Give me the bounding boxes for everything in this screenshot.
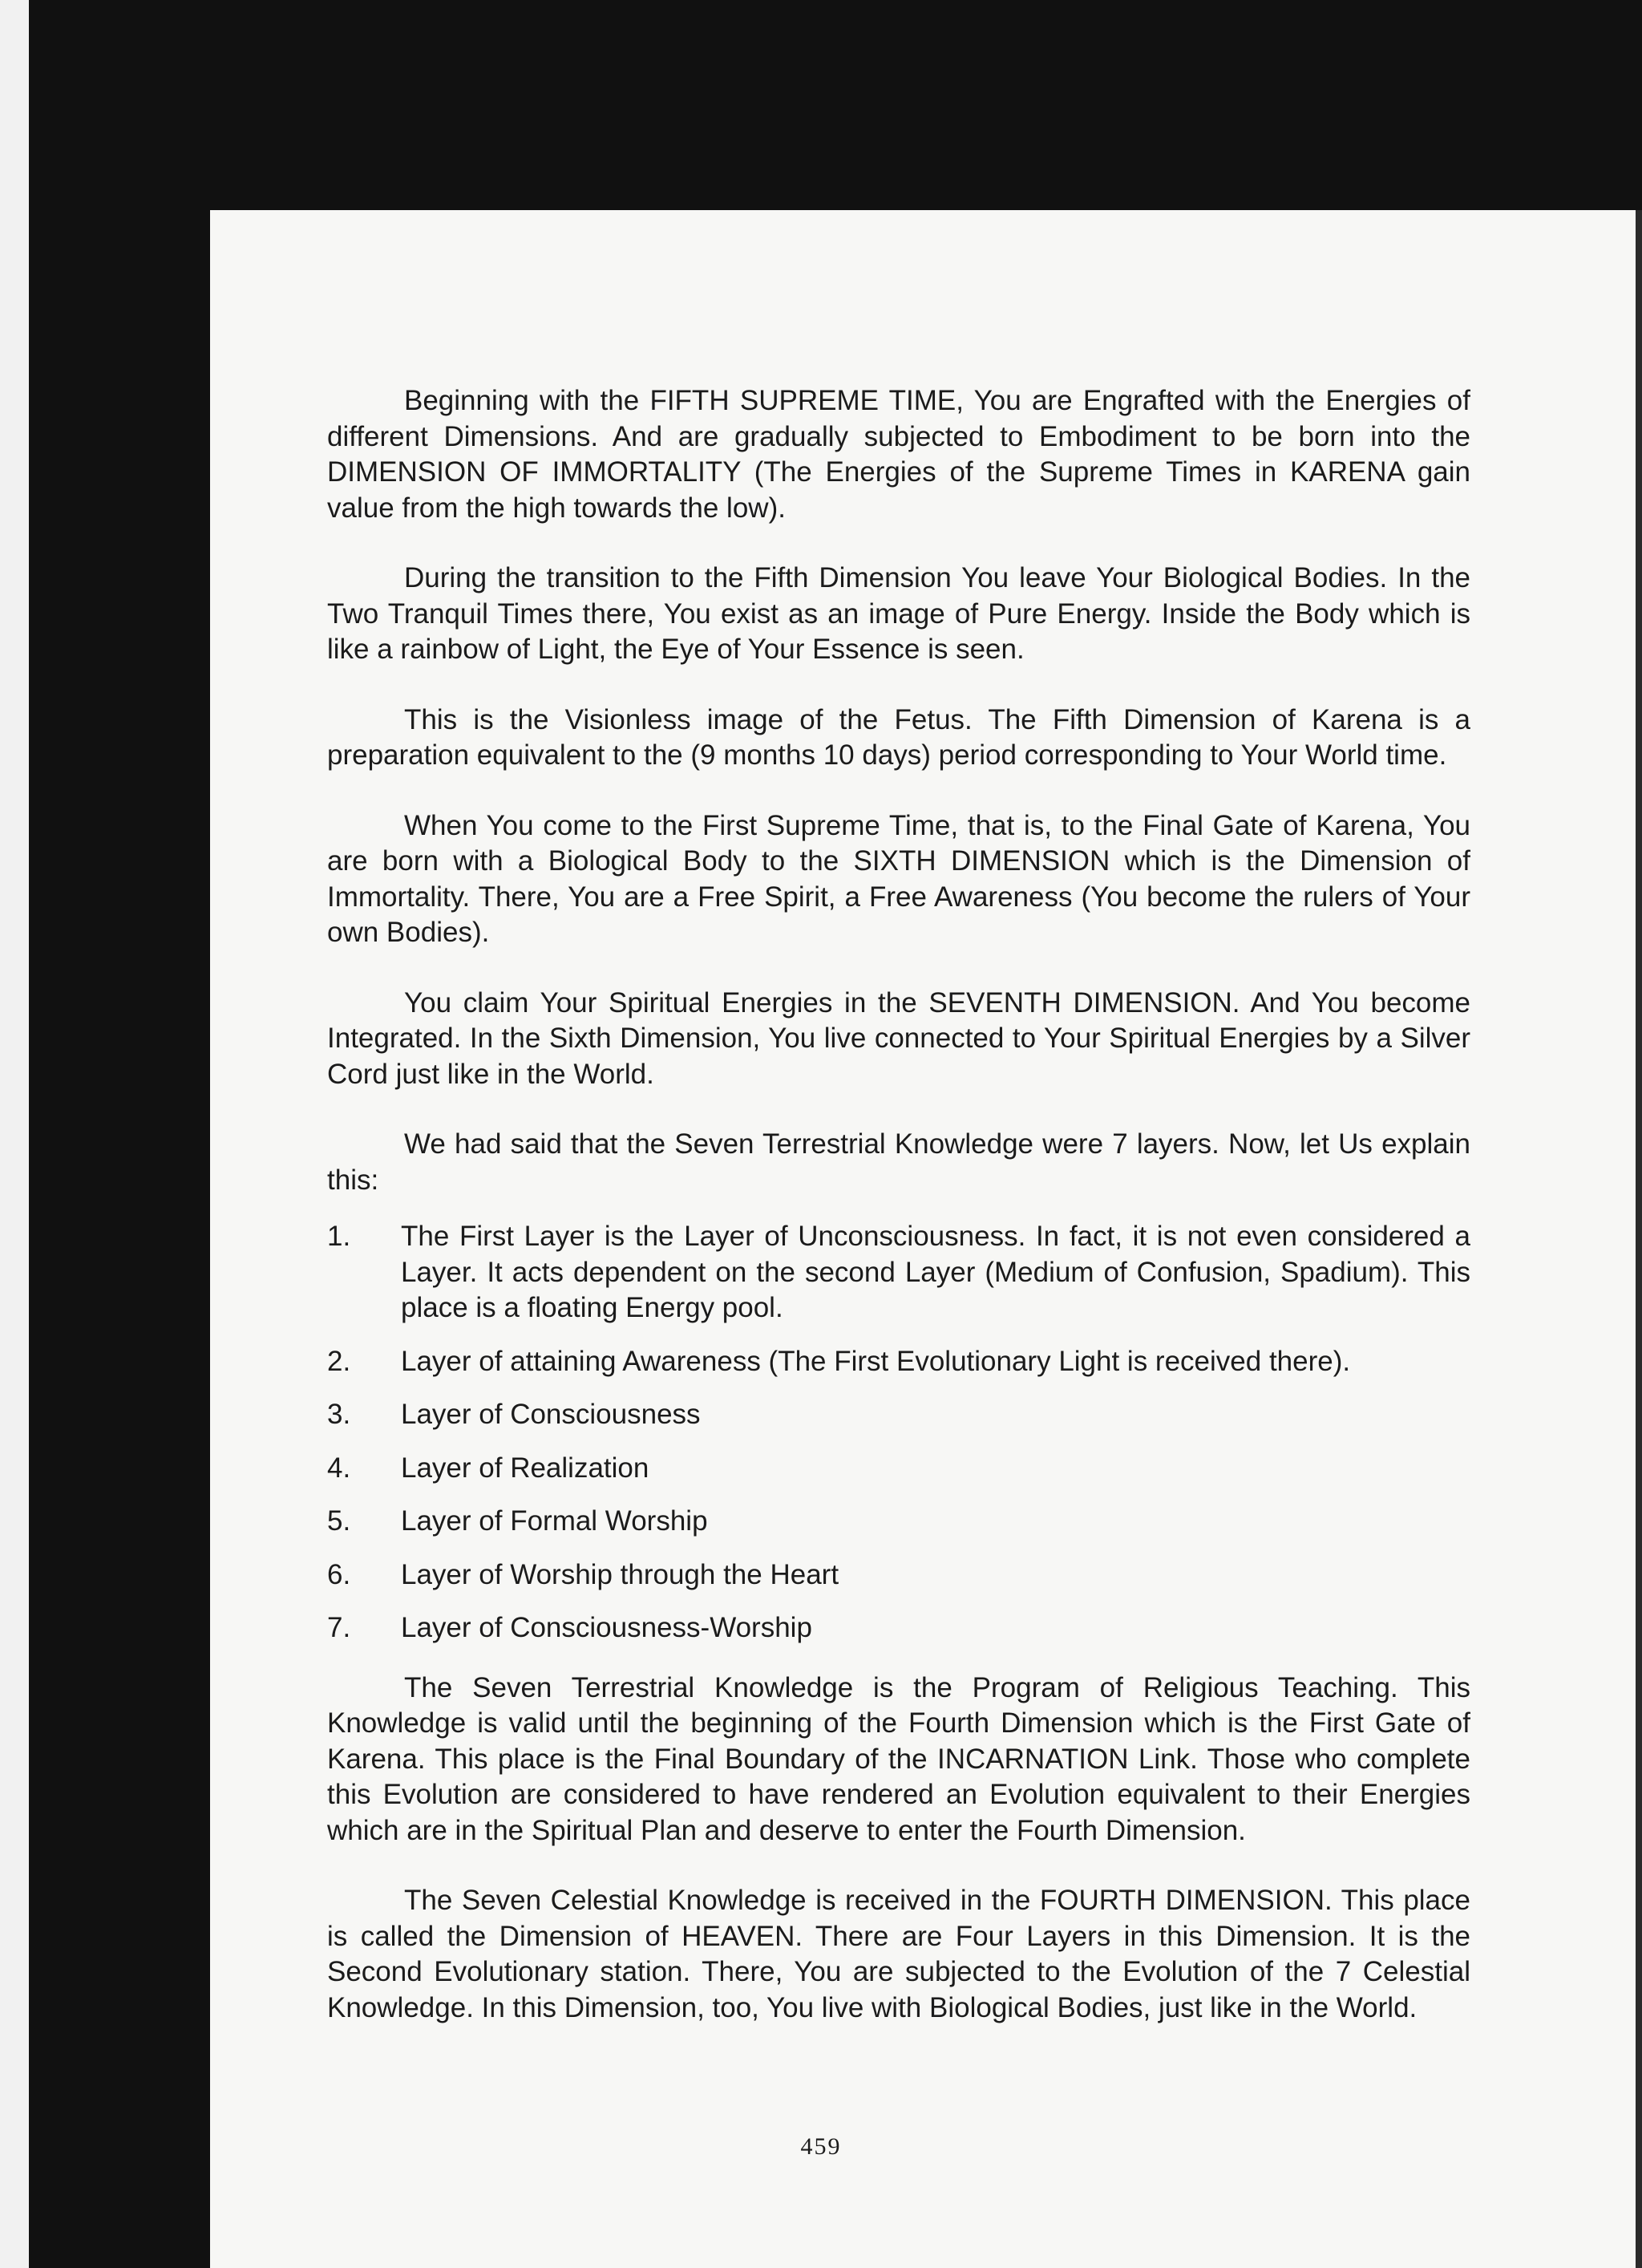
- page-number: 459: [800, 2133, 842, 2160]
- list-text: Layer of Formal Worship: [401, 1505, 708, 1537]
- list-text: Layer of attaining Awareness (The First Evolutionary Light is received there).: [401, 1345, 1351, 1377]
- list-number: 1.: [327, 1221, 351, 1252]
- list-item: [327, 1451, 1470, 1487]
- page-edge-right: [1636, 210, 1642, 2268]
- paragraph: We had said that the Seven Terrestrial Knowledge were 7 layers. Now, let Us explain this:: [327, 1128, 1470, 1196]
- paragraph: The Seven Terrestrial Knowledge is the Program of Religious Teaching. This Knowledge is valid until the beginning of the Fourth Dimension which is the First Gate of Karena. This place is the Final Boundary of the INCARNATION Link. Those who complete this Evolution are considered to have rendered an Evolution equivalent to their Energies which are in the Spiritual Plan and deserve to enter the Fourth Dimension.: [327, 1671, 1470, 1846]
- paragraph: You claim Your Spiritual Energies in the SEVENTH DIMENSION. And You become Integrated. In the Sixth Dimension, You live connected to Your Spiritual Energies by a Silver Cord just like in the World.: [327, 986, 1470, 1090]
- paragraph: This is the Visionless image of the Fetus. The Fifth Dimension of Karena is a preparation equivalent to the (9 months 10 days) period corresponding to Your World time.: [327, 703, 1470, 771]
- paragraph: The Seven Celestial Knowledge is received in the FOURTH DIMENSION. This place is called the Dimension of HEAVEN. There are Four Layers in this Dimension. It is the Second Evolutionary station. There, You are subjected to the Evolution of the 7 Celestial Knowledge. In this Dimension, too, You live with Biological Bodies, just like in the World.: [327, 1885, 1470, 2023]
- list-item: [327, 1344, 1470, 1380]
- list-text: Layer of Consciousness-Worship: [401, 1612, 812, 1643]
- list-number: 4.: [327, 1452, 351, 1484]
- list-number: 6.: [327, 1558, 351, 1590]
- paragraph: During the transition to the Fifth Dimension You leave Your Biological Bodies. In the Two Tranquil Times there, You exist as an image of Pure Energy. Inside the Body which is like a rainbow of Light, the Eye of Your Essence is seen.: [327, 562, 1470, 665]
- page-body: [327, 383, 1470, 2060]
- layer-list: [327, 1219, 1470, 1646]
- list-text: The First Layer is the Layer of Unconsciousness. In fact, it is not even considered a Layer. It acts dependent on the second Layer (Medium of Confusion, Spadium). This place is a floating Energy pool.: [401, 1221, 1470, 1323]
- list-number: 3.: [327, 1399, 351, 1430]
- list-number: 5.: [327, 1505, 351, 1537]
- list-item: [327, 1219, 1470, 1326]
- paragraph: Beginning with the FIFTH SUPREME TIME, You are Engrafted with the Energies of different Dimensions. And are gradually subjected to Embodiment to be born into the DIMENSION OF IMMORTALITY (The Energies of the Supreme Times in KARENA gain value from the high towards the low).: [327, 385, 1470, 524]
- scan-margin-left: [0, 0, 29, 2268]
- list-item: [327, 1397, 1470, 1433]
- paragraph: When You come to the First Supreme Time, that is, to the Final Gate of Karena, You are born with a Biological Body to the SIXTH DIMENSION which is the Dimension of Immortality. There, You are a Free Spirit, a Free Awareness (You become the rulers of Your own Bodies).: [327, 809, 1470, 948]
- list-text: Layer of Consciousness: [401, 1399, 701, 1430]
- list-item: [327, 1610, 1470, 1646]
- list-text: Layer of Worship through the Heart: [401, 1558, 839, 1590]
- list-item: [327, 1504, 1470, 1540]
- list-number: 2.: [327, 1345, 351, 1377]
- list-item: [327, 1557, 1470, 1594]
- list-text: Layer of Realization: [401, 1452, 649, 1484]
- list-number: 7.: [327, 1612, 351, 1643]
